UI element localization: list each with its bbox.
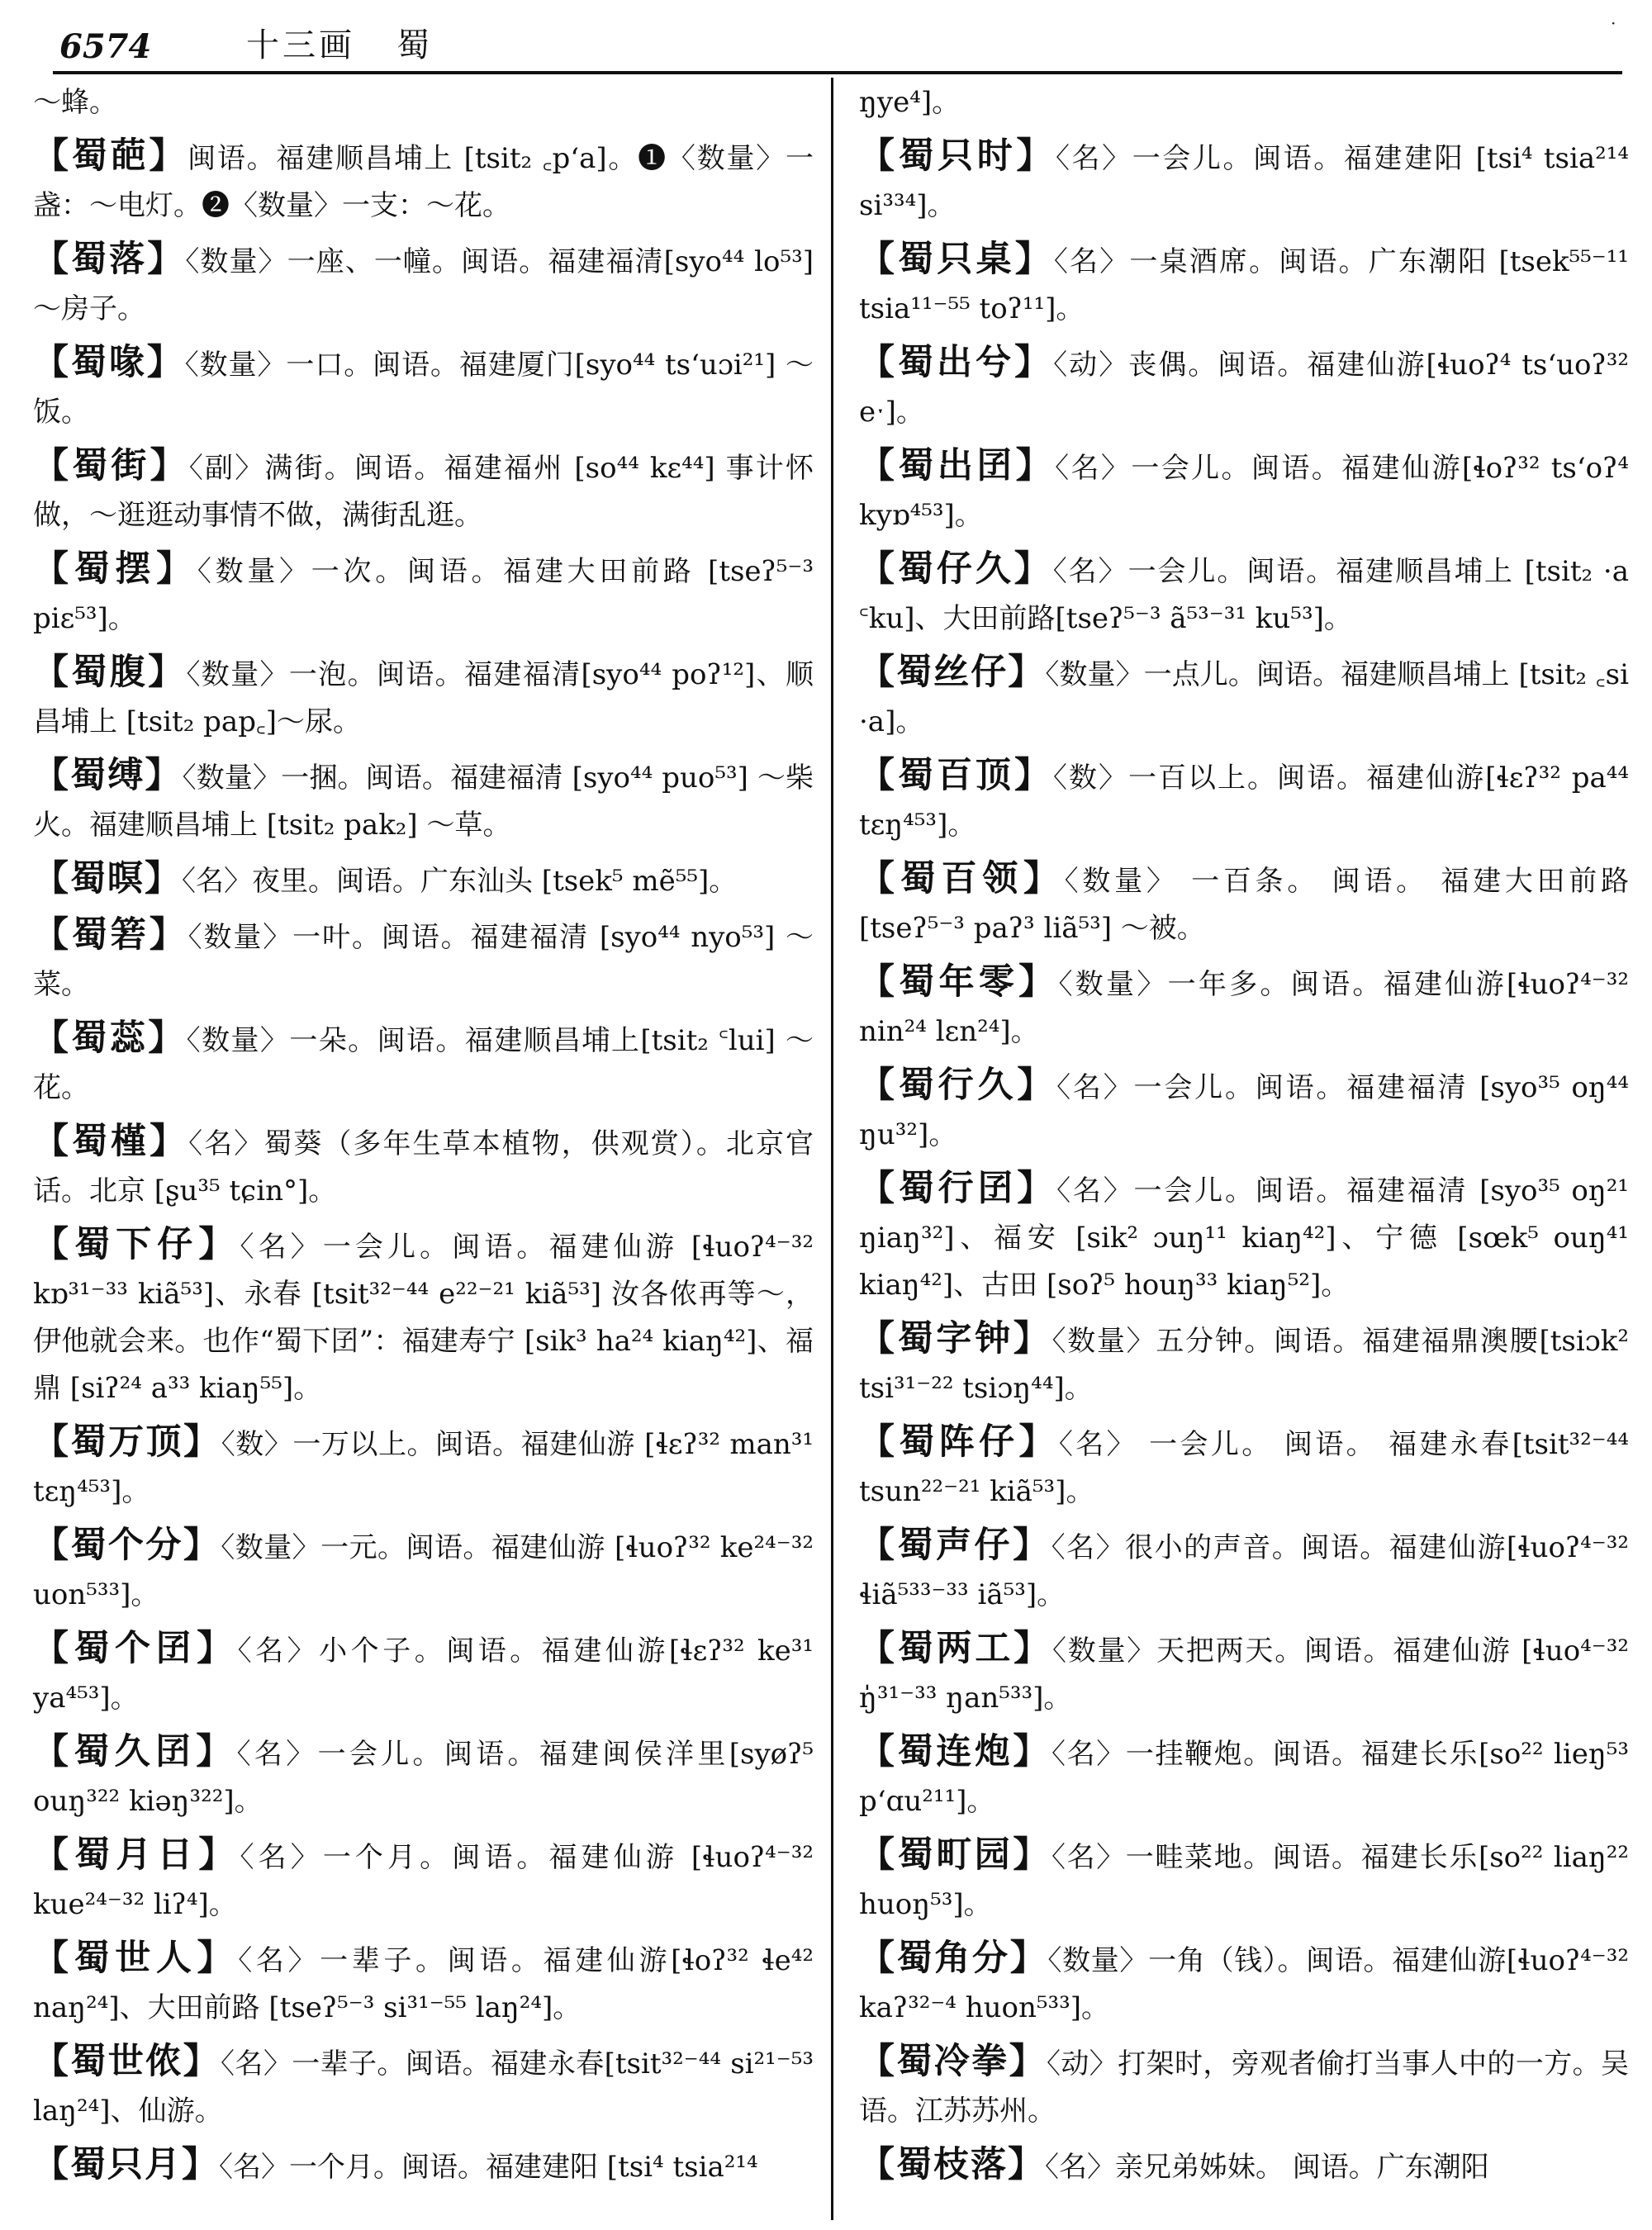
entry-headword: 【蜀暝】: [33, 858, 182, 899]
head-character: 蜀: [396, 26, 430, 64]
dictionary-entry: [33, 1729, 814, 1825]
entry-headword: 【蜀箬】: [33, 914, 188, 956]
entry-headword: 【蜀葩】: [33, 135, 188, 177]
entry-headword: 【蜀喙】: [33, 342, 185, 383]
entry-definition: 〈名〉一会儿。闽语。福建福清 [syo³⁵ oŋ²¹ ŋiaŋ³²]、福安 [sik² ɔuŋ¹¹ kiaŋ⁴²]、宁德 [sœk⁵ ouŋ⁴¹ kiaŋ⁴²]、古田 [soʔ⁵ houŋ³³ kiaŋ⁵²]。: [859, 1174, 1629, 1302]
dictionary-entry: [33, 649, 814, 746]
dictionary-entry: [33, 443, 814, 539]
entry-definition: 〈数量〉五分钟。闽语。福建福鼎澳腰[tsiɔk² tsi³¹⁻²² tsiɔŋ⁴⁴]。: [859, 1325, 1629, 1405]
entry-headword: 【蜀久囝】: [33, 1731, 237, 1772]
dictionary-entry: [33, 1522, 814, 1619]
entry-definition: 〈数量〉一捆。闽语。福建福清 [syo⁴⁴ puo⁵³] ～柴火。福建顺昌埔上 [tsit₂ pak₂] ～草。: [33, 762, 814, 842]
entry-headword: 【蜀落】: [33, 239, 186, 280]
right-column: [859, 79, 1629, 2198]
page-number: 6574: [59, 27, 152, 66]
entry-definition: 〈动〉丧偶。闽语。福建仙游[ɬuoʔ⁴ tsʻuoʔ³² eˑ]。: [859, 349, 1630, 429]
dictionary-entry: [33, 1118, 814, 1215]
entry-list: [33, 133, 814, 2191]
entry-headword: 【蜀町园】: [859, 1834, 1051, 1876]
dictionary-entry: [859, 133, 1629, 230]
entry-definition: 闽语。福建顺昌埔上 [tsit₂ ꜀pʻa]。❶〈数量〉一盏：～电灯。❷〈数量〉一支：～花。: [33, 142, 814, 222]
entry-headword: 【蜀行久】: [859, 1065, 1057, 1106]
entry-definition: 〈副〉满街。闽语。福建福州 [so⁴⁴ kɛ⁴⁴] 事计怀做，～逛逛动事情不做，满街乱逛。: [33, 452, 814, 532]
entry-definition: 〈数量〉 一百条。 闽语。 福建大田前路 [tseʔ⁵⁻³ paʔ³ liã⁵³] ～被。: [859, 865, 1630, 945]
entry-definition: 〈数量〉一泡。闽语。福建福清[syo⁴⁴ poʔ¹²]、顺昌埔上 [tsit₂ pap꜀]～尿。: [33, 658, 814, 738]
dictionary-entry: [33, 1832, 814, 1929]
entry-headword: 【蜀百领】: [859, 858, 1065, 899]
continuation-text: ～蜂。: [33, 86, 117, 119]
entry-definition: 〈动〉打架时，旁观者偷打当事人中的一方。吴语。江苏苏州。: [859, 2047, 1629, 2128]
entry-headword: 【蜀腹】: [33, 652, 187, 693]
entry-definition: 〈名〉小个子。闽语。福建仙游[ɬɛʔ³² ke³¹ ya⁴⁵³]。: [33, 1635, 814, 1715]
entry-headword: 【蜀世人】: [33, 1938, 239, 1979]
entry-list: [859, 133, 1629, 2191]
dictionary-entry: [33, 546, 814, 643]
entry-headword: 【蜀丝仔】: [859, 652, 1046, 693]
entry-definition: 〈名〉一会儿。闽语。福建福清 [syo³⁵ oŋ⁴⁴ ŋu³²]。: [859, 1071, 1629, 1151]
dictionary-entry: [33, 1015, 814, 1112]
entry-headword: 【蜀出囝】: [859, 445, 1056, 486]
dictionary-entry: [33, 2038, 814, 2135]
entry-headword: 【蜀角分】: [859, 1938, 1048, 1979]
entry-headword: 【蜀个分】: [33, 1525, 221, 1566]
corner-mark: ·: [1611, 13, 1616, 33]
entry-definition: 〈名〉一会儿。闽语。福建仙游 [ɬuoʔ⁴⁻³² kɒ³¹⁻³³ kiã⁵³]、永春 [tsit³²⁻⁴⁴ e²²⁻²¹ kiã⁵³] 汝各侬再等～，伊他就会来。也作“蜀下囝”：福建寿宁 [sik³ ha²⁴ kiaŋ⁴²]、福鼎 [siʔ²⁴ a³³ kiaŋ⁵⁵]。: [33, 1231, 814, 1405]
entry-headword: 【蜀万顶】: [33, 1421, 221, 1463]
entry-headword: 【蜀月日】: [33, 1834, 240, 1876]
dictionary-entry: [859, 856, 1629, 952]
entry-definition: 〈名〉一会儿。闽语。福建仙游[ɬoʔ³² tsʻoʔ⁴ kyɒ⁴⁵³]。: [859, 452, 1630, 532]
dictionary-entry: [33, 133, 814, 230]
entry-headword: 【蜀只桌】: [859, 239, 1054, 280]
dictionary-entry: [33, 912, 814, 1008]
entry-definition: 〈名〉一辈子。闽语。福建永春[tsit³²⁻⁴⁴ si²¹⁻⁵³ laŋ²⁴]、仙游。: [33, 2047, 814, 2128]
dictionary-entry: [859, 1419, 1629, 1516]
dictionary-entry: [859, 1165, 1629, 1309]
entry-headword: 【蜀声仔】: [859, 1525, 1051, 1566]
entry-definition: 〈数量〉天把两天。闽语。福建仙游 [ɬuo⁴⁻³² ŋ̍³¹⁻³³ ŋan⁵³³]。: [859, 1635, 1630, 1715]
dictionary-entry: [33, 1419, 814, 1516]
entry-headword: 【蜀世侬】: [33, 2041, 221, 2082]
dictionary-entry: [859, 1522, 1629, 1619]
entry-definition: 〈名〉一个月。闽语。福建建阳 [tsi⁴ tsia²¹⁴: [219, 2151, 758, 2184]
entry-headword: 【蜀只月】: [33, 2144, 219, 2185]
entry-headword: 【蜀阵仔】: [859, 1421, 1059, 1463]
entry-headword: 【蜀只时】: [859, 135, 1056, 177]
dictionary-entry: [859, 339, 1629, 436]
header-rule: [53, 71, 1622, 74]
entry-definition: 〈名〉 一会儿。 闽语。 福建永春[tsit³²⁻⁴⁴ tsun²²⁻²¹ kiã⁵³]。: [859, 1428, 1630, 1508]
entry-definition: 〈名〉很小的声音。闽语。福建仙游[ɬuoʔ⁴⁻³² ɬiã⁵³³⁻³³ iã⁵³]。: [859, 1531, 1630, 1611]
entry-definition: 〈名〉一畦菜地。闽语。福建长乐[so²² liaŋ²² huoŋ⁵³]。: [859, 1841, 1629, 1921]
entry-headword: 【蜀仔久】: [859, 548, 1053, 590]
entry-definition: 〈数量〉一角（钱）。闽语。福建仙游[ɬuoʔ⁴⁻³² kaʔ³²⁻⁴ huon⁵³³]。: [859, 1944, 1630, 2024]
entry-headword: 【蜀蕊】: [33, 1018, 187, 1059]
entry-definition: 〈数量〉一元。闽语。福建仙游 [ɬuoʔ³² ke²⁴⁻³² uon⁵³³]。: [33, 1531, 814, 1611]
entry-definition: 〈数〉一万以上。闽语。福建仙游 [ɬɛʔ³² man³¹ tɛŋ⁴⁵³]。: [33, 1428, 814, 1508]
entry-definition: 〈名〉夜里。闽语。广东汕头 [tsek⁵ mẽ⁵⁵]。: [182, 865, 738, 898]
entry-headword: 【蜀冷拳】: [859, 2041, 1047, 2082]
entry-headword: 【蜀字钟】: [859, 1318, 1052, 1359]
entry-definition: 〈名〉一会儿。闽语。福建建阳 [tsi⁴ tsia²¹⁴ si³³⁴]。: [859, 142, 1630, 222]
dictionary-entry: [859, 2142, 1629, 2191]
entry-definition: 〈名〉一会儿。闽语。福建闽侯洋里[syøʔ⁵ ouŋ³²² kiəŋ³²²]。: [33, 1738, 814, 1818]
entry-headword: 【蜀槿】: [33, 1121, 189, 1162]
entry-definition: 〈名〉一会儿。闽语。福建顺昌埔上 [tsit₂ ·a ꜂ku]、大田前路[tseʔ⁵⁻³ ã⁵³⁻³¹ ku⁵³]。: [859, 555, 1629, 635]
dictionary-entry: [859, 1729, 1629, 1825]
page-header: [59, 15, 1621, 66]
entry-definition: 〈名〉蜀葵（多年生草本植物，供观赏）。北京官话。北京 [ʂu³⁵ tɕin°]。: [33, 1127, 814, 1208]
dictionary-entry: [33, 2142, 814, 2191]
entry-definition: 〈名〉一桌酒席。闽语。广东潮阳 [tsek⁵⁵⁻¹¹ tsia¹¹⁻⁵⁵ toʔ¹¹]。: [859, 245, 1630, 325]
entry-headword: 【蜀街】: [33, 445, 189, 486]
dictionary-entry: [33, 1222, 814, 1412]
dictionary-entry: [33, 1935, 814, 2032]
entry-headword: 【蜀两工】: [859, 1628, 1052, 1669]
entry-definition: 〈名〉一挂鞭炮。闽语。福建长乐[so²² lieŋ⁵³ pʻɑu²¹¹]。: [859, 1738, 1629, 1818]
dictionary-entry: [33, 339, 814, 436]
entry-definition: 〈名〉一个月。闽语。福建仙游 [ɬuoʔ⁴⁻³² kue²⁴⁻³² liʔ⁴]。: [33, 1841, 814, 1921]
dictionary-entry: [859, 1316, 1629, 1412]
dictionary-entry: [33, 752, 814, 849]
dictionary-entry: [33, 1625, 814, 1722]
entry-headword: 【蜀个囝】: [33, 1628, 238, 1669]
entry-definition: 〈数量〉一点儿。闽语。福建顺昌埔上 [tsit₂ ꜀si ·a]。: [859, 658, 1630, 738]
entry-definition: 〈数量〉一朵。闽语。福建顺昌埔上[tsit₂ ꜂lui] ～花。: [33, 1024, 814, 1104]
dictionary-entry: [859, 649, 1629, 746]
entry-definition: 〈名〉一辈子。闽语。福建仙游[ɬoʔ³² ɬe⁴² naŋ²⁴]、大田前路 [tseʔ⁵⁻³ si³¹⁻⁵⁵ laŋ²⁴]。: [33, 1944, 814, 2024]
dictionary-entry: [859, 1832, 1629, 1929]
entry-definition: 〈数量〉一座、一幢。闽语。福建福清[syo⁴⁴ lo⁵³] ～房子。: [33, 245, 814, 325]
entry-definition: 〈数量〉一年多。闽语。福建仙游[ɬuoʔ⁴⁻³² nin²⁴ lɛn²⁴]。: [859, 968, 1629, 1048]
dictionary-entry: [859, 752, 1629, 849]
dictionary-entry: [859, 1062, 1629, 1159]
section-title: 十三画: [246, 26, 355, 64]
column-divider: [831, 78, 833, 2220]
entry-headword: 【蜀行囝】: [859, 1168, 1057, 1209]
entry-headword: 【蜀下仔】: [33, 1224, 240, 1265]
entry-headword: 【蜀连炮】: [859, 1731, 1052, 1772]
entry-definition: 〈数量〉一次。闽语。福建大田前路 [tseʔ⁵⁻³ piɛ⁵³]。: [33, 555, 814, 635]
entry-definition: 〈数量〉一口。闽语。福建厦门[syo⁴⁴ tsʻuɔi²¹] ～饭。: [33, 349, 814, 429]
dictionary-entry: [859, 2038, 1629, 2135]
entry-headword: 【蜀年零】: [859, 961, 1059, 1003]
entry-headword: 【蜀枝落】: [859, 2144, 1045, 2185]
dictionary-entry: [859, 236, 1629, 333]
entry-headword: 【蜀百顶】: [859, 755, 1054, 796]
left-column: [33, 79, 814, 2198]
entry-headword: 【蜀出兮】: [859, 342, 1054, 383]
dictionary-entry: [33, 856, 814, 905]
dictionary-entry: [859, 959, 1629, 1056]
entry-definition: 〈数量〉一叶。闽语。福建福清 [syo⁴⁴ nyo⁵³] ～菜。: [33, 921, 814, 1001]
entry-headword: 【蜀摆】: [33, 548, 197, 590]
dictionary-entry: [859, 1935, 1629, 2032]
dictionary-entry: [859, 546, 1629, 643]
dictionary-entry: [859, 443, 1629, 539]
entry-definition: 〈名〉亲兄弟姊妹。 闽语。广东潮阳: [1045, 2151, 1489, 2184]
dictionary-entry: [859, 1625, 1629, 1722]
dictionary-entry: [33, 236, 814, 333]
continuation-text: ŋye⁴]。: [859, 86, 961, 119]
entry-headword: 【蜀缚】: [33, 755, 183, 796]
entry-definition: 〈数〉一百以上。闽语。福建仙游[ɬɛʔ³² pa⁴⁴ tɛŋ⁴⁵³]。: [859, 762, 1629, 842]
